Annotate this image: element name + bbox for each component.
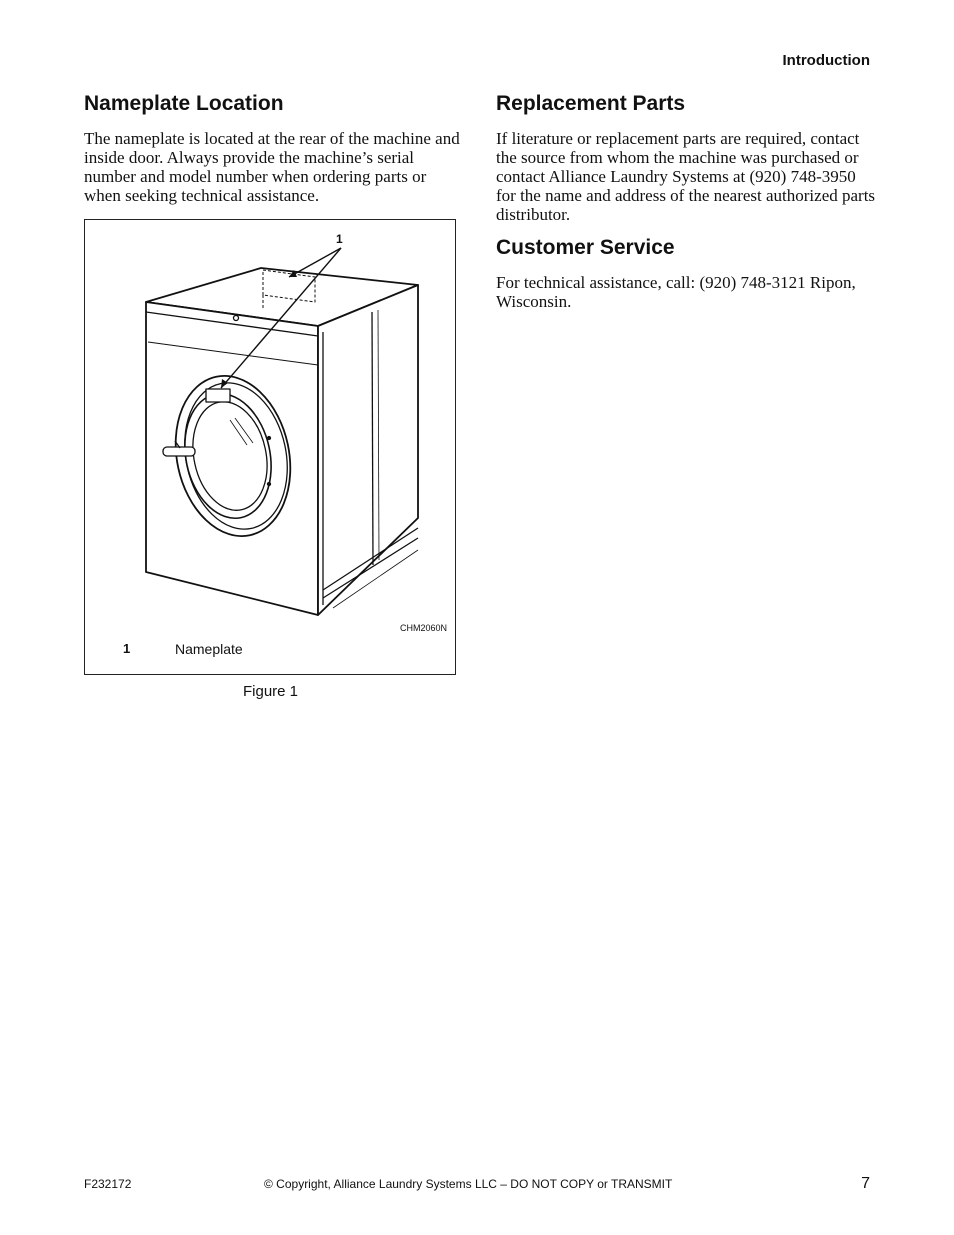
drawing-code: CHM2060N: [399, 623, 447, 633]
legend-number: 1: [123, 641, 131, 656]
nameplate-location-heading: Nameplate Location: [84, 92, 284, 115]
callout-number: 1: [336, 232, 343, 246]
running-header-section: Introduction: [782, 52, 870, 69]
footer-copyright: © Copyright, Alliance Laundry Systems LLC – DO NOT COPY or TRANSMIT: [264, 1177, 673, 1191]
replacement-parts-heading: Replacement Parts: [496, 92, 686, 115]
customer-service-heading: Customer Service: [496, 236, 675, 259]
customer-service-paragraph: For technical assistance, call: (920) 748-3121 Ripon, Wisconsin.: [496, 273, 856, 311]
footer-page-number: 7: [861, 1175, 870, 1192]
legend-label: Nameplate: [175, 641, 243, 657]
replacement-parts-paragraph: If literature or replacement parts are required, contact the source from whom the machine was purchased or contact Alliance Laundry Systems at (920) 748-3950 for the name and address of the nearest authorized parts distributor.: [496, 129, 876, 224]
figure-caption: Figure 1: [243, 683, 299, 700]
footer-document-number: F232172: [84, 1177, 132, 1191]
washer-illustration: [85, 220, 457, 676]
nameplate-figure: [84, 219, 456, 675]
nameplate-location-paragraph: The nameplate is located at the rear of the machine and inside door. Always provide the machine’s serial number and model number when ordering parts or when seeking technical assistance.: [84, 129, 460, 205]
